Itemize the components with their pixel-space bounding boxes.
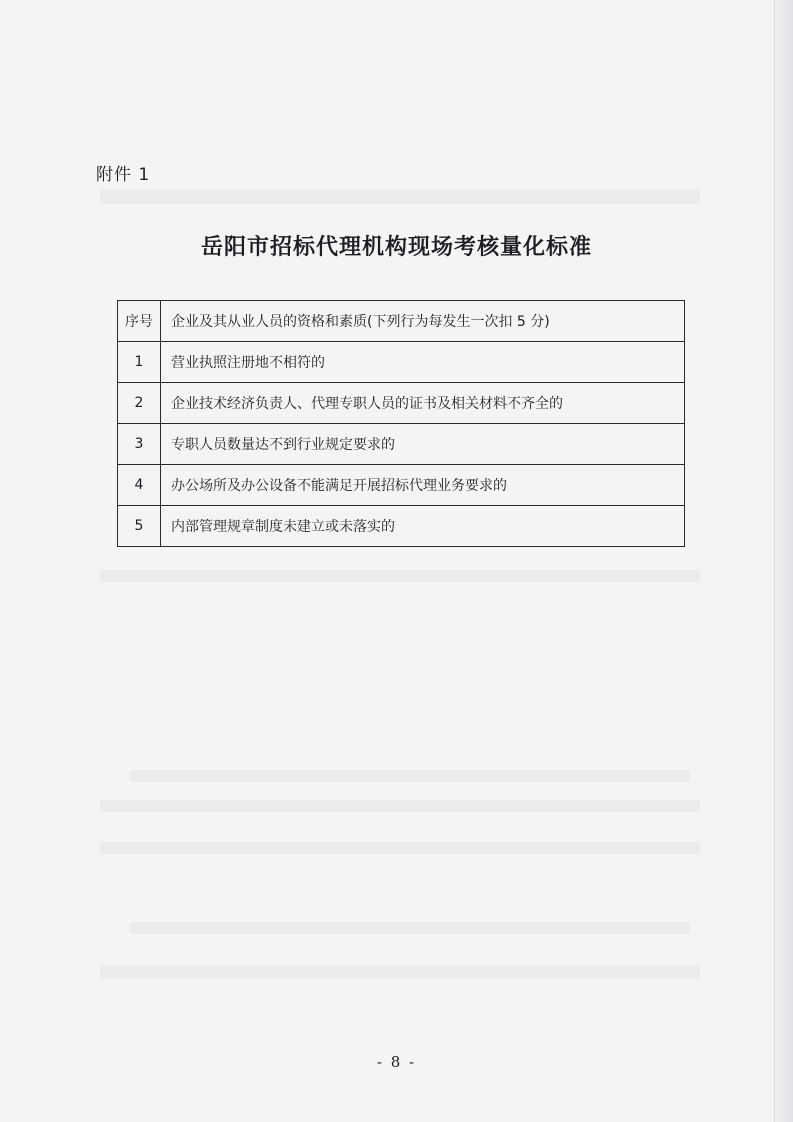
row-number: 5 [118, 506, 161, 547]
table-row [118, 342, 685, 383]
row-description: 专职人员数量达不到行业规定要求的 [161, 424, 685, 465]
table-header-row [118, 301, 685, 342]
bleed-through [100, 966, 700, 978]
table-row [118, 383, 685, 424]
row-description: 企业技术经济负责人、代理专职人员的证书及相关材料不齐全的 [161, 383, 685, 424]
document-title: 岳阳市招标代理机构现场考核量化标准 [200, 235, 592, 260]
table-row [118, 506, 685, 547]
row-description: 内部管理规章制度未建立或未落实的 [161, 506, 685, 547]
bleed-through [100, 190, 700, 204]
header-description: 企业及其从业人员的资格和素质(下列行为每发生一次扣 5 分) [161, 301, 685, 342]
table-row [118, 465, 685, 506]
page-number: - 8 - [376, 1053, 417, 1071]
header-serial-number: 序号 [118, 301, 161, 342]
bleed-through [100, 842, 700, 854]
row-description: 办公场所及办公设备不能满足开展招标代理业务要求的 [161, 465, 685, 506]
row-number: 1 [118, 342, 161, 383]
bleed-through [100, 800, 700, 812]
row-number: 4 [118, 465, 161, 506]
bleed-through [100, 570, 700, 582]
attachment-label: 附件 1 [96, 165, 151, 185]
bleed-through [130, 922, 690, 934]
table-row [118, 424, 685, 465]
criteria-table [117, 300, 685, 547]
page-edge [774, 0, 793, 1122]
bleed-through [130, 770, 690, 782]
row-number: 2 [118, 383, 161, 424]
row-description: 营业执照注册地不相符的 [161, 342, 685, 383]
row-number: 3 [118, 424, 161, 465]
